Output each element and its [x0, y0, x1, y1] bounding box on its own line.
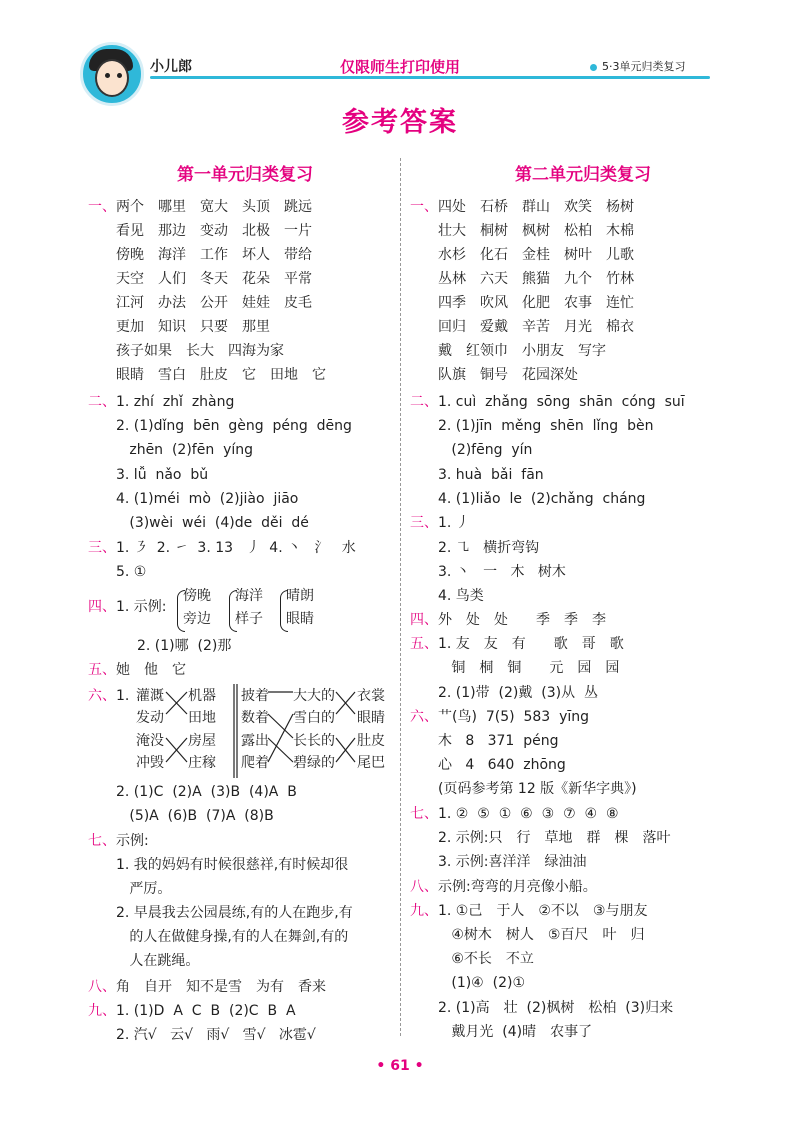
answer-line: 戴 红领巾 小朋友 写字: [438, 343, 606, 359]
answer-line: 3. 丶 一 木 树木: [438, 564, 566, 580]
column-divider: [400, 158, 401, 1036]
answer-line: 2. 示例:只 行 草地 群 棵 落叶: [438, 830, 671, 846]
answer-line: 角 自开 知不是雪 为有 香来: [116, 979, 326, 995]
match-word: 田地: [188, 710, 216, 726]
word: 海洋: [235, 588, 263, 604]
answer-line: 看见 那边 变动 北极 一片: [116, 223, 312, 239]
answer-line: 3. 示例:喜洋洋 绿油油: [438, 854, 587, 870]
answer-line: (3)wèi wéi (4)de děi dé: [116, 515, 309, 531]
left-column-title: 第一单元归类复习: [177, 165, 313, 185]
question-number: 二、: [88, 394, 116, 410]
header-rule: [150, 76, 710, 79]
word: 样子: [235, 611, 263, 627]
question-number: 八、: [410, 879, 438, 895]
answer-line: 两个 哪里 宽大 头顶 跳远: [116, 199, 312, 215]
match-word: 衣裳: [357, 688, 385, 704]
answer-line: 1. ①己 于人 ②不以 ③与朋友: [438, 903, 648, 919]
bullet-icon: [590, 64, 597, 71]
answer-line: 1. cuì zhǎng sōng shān cóng suī: [438, 394, 685, 410]
question-number: 六、: [88, 688, 116, 704]
answer-line: zhēn (2)fēn yíng: [116, 442, 254, 458]
question-number: 五、: [88, 662, 116, 678]
answer-line: 2. (1)高 壮 (2)枫树 松柏 (3)归来: [438, 1000, 674, 1016]
answer-line: 回归 爱戴 辛苦 月光 棉衣: [438, 319, 634, 335]
question-number: 七、: [410, 806, 438, 822]
answer-line: 的人在做健身操,有的人在舞剑,有的: [116, 929, 349, 945]
answer-line: 眼睛 雪白 肚皮 它 田地 它: [116, 367, 326, 383]
answer-line: 2. (1)dǐng bēn gèng péng dēng: [116, 418, 352, 434]
match-word: 淹没: [136, 733, 164, 749]
answer-line: 1. zhí zhǐ zhàng: [116, 394, 235, 410]
answer-line: 3. lǚ nǎo bǔ: [116, 467, 209, 483]
match-word: 冲毁: [136, 755, 164, 771]
answer-line: 示例:: [116, 833, 149, 849]
question-number: 二、: [410, 394, 438, 410]
match-word: 数着: [241, 710, 269, 726]
answer-line: 1.: [116, 688, 130, 704]
answer-line: 严厉。: [116, 881, 172, 897]
answer-line: 5. ①: [116, 564, 147, 580]
answer-line: (5)A (6)B (7)A (8)B: [116, 808, 274, 824]
answer-line: 铜 桐 铜 元 园 园: [438, 660, 620, 676]
answer-line: 2. (1)jīn měng shēn lǐng bèn: [438, 418, 654, 434]
question-number: 七、: [88, 833, 116, 849]
matching-lines: [135, 682, 390, 792]
answer-line: 4. 鸟类: [438, 588, 484, 604]
print-notice: 仅限师生打印使用: [340, 58, 461, 76]
answer-line: 心 4 640 zhōng: [438, 757, 566, 773]
answer-line: 2. (1)哪 (2)那: [137, 638, 232, 654]
word: 晴朗: [286, 588, 314, 604]
answer-line: 艹(鸟) 7(5) 583 yīng: [438, 709, 590, 725]
match-word: 长长的: [293, 733, 335, 749]
answer-line: 2. (1)C (2)A (3)B (4)A B: [116, 784, 297, 800]
match-word: 雪白的: [293, 710, 335, 726]
answer-line: 4. (1)liǎo le (2)chǎng cháng: [438, 491, 646, 507]
question-number: 九、: [410, 903, 438, 919]
answer-line: 1. ② ⑤ ① ⑥ ③ ⑦ ④ ⑧: [438, 806, 619, 822]
word: 旁边: [183, 611, 211, 627]
match-word: 大大的: [293, 688, 335, 704]
question-number: 八、: [88, 979, 116, 995]
answer-line: 水杉 化石 金桂 树叶 儿歌: [438, 247, 634, 263]
answer-line: 1. ㇋ 2. ㇀ 3. 13 丿 4. 丶 氵 水: [116, 540, 356, 556]
question-number: 六、: [410, 709, 438, 725]
match-word: 尾巴: [357, 755, 385, 771]
answer-line: 四处 石桥 群山 欢笑 杨树: [438, 199, 634, 215]
question-number: 四、: [88, 599, 116, 615]
match-word: 肚皮: [357, 733, 385, 749]
question-number: 三、: [88, 540, 116, 556]
answer-line: 人在跳绳。: [116, 953, 200, 969]
answer-line: 戴月光 (4)晴 农事了: [438, 1024, 593, 1040]
answer-line: 孩子如果 长大 四海为家: [116, 343, 284, 359]
match-word: 发动: [136, 710, 164, 726]
word: 眼睛: [286, 611, 314, 627]
question-number: 一、: [410, 199, 438, 215]
page-number: • 61 •: [376, 1058, 424, 1074]
match-word: 灌溉: [136, 688, 164, 704]
question-number: 四、: [410, 612, 438, 628]
answer-line: 四季 吹风 化肥 农事 连忙: [438, 295, 634, 311]
answer-line: 江河 办法 公开 娃娃 皮毛: [116, 295, 312, 311]
right-column-title: 第二单元归类复习: [515, 165, 651, 185]
unit-tag: [590, 58, 686, 74]
match-word: 房屋: [188, 733, 216, 749]
page-title: 参考答案: [342, 107, 458, 138]
answer-line: ④树木 树人 ⑤百尺 叶 归: [438, 927, 645, 943]
brand-name: 小儿郎: [150, 59, 192, 75]
answer-line: 2. 汽√ 云√ 雨√ 雪√ 冰雹√: [116, 1027, 316, 1043]
answer-line: 2. (1)带 (2)戴 (3)从 丛: [438, 685, 599, 701]
answer-line: 2. ㇈ 横折弯钩: [438, 540, 540, 556]
answer-line: (2)fēng yín: [438, 442, 533, 458]
match-word: 露出: [241, 733, 269, 749]
answer-line: 1. 友 友 有 歌 哥 歌: [438, 636, 624, 652]
word: 傍晚: [183, 588, 211, 604]
answer-line: 外 处 处 季 季 李: [438, 612, 606, 628]
answer-line: 天空 人们 冬天 花朵 平常: [116, 271, 312, 287]
answer-line: 1. 示例:: [116, 599, 167, 615]
answer-line: 傍晚 海洋 工作 坏人 带给: [116, 247, 312, 263]
answer-line: 队旗 铜号 花园深处: [438, 367, 578, 383]
question-number: 九、: [88, 1003, 116, 1019]
answer-line: 3. huà bǎi fān: [438, 467, 544, 483]
answer-line: 示例:弯弯的月亮像小船。: [438, 879, 597, 895]
match-word: 庄稼: [188, 755, 216, 771]
question-number: 三、: [410, 515, 438, 531]
answer-line: 1. 丿: [438, 515, 470, 531]
match-word: 爬着: [241, 755, 269, 771]
answer-line: 更加 知识 只要 那里: [116, 319, 270, 335]
answer-line: (1)④ (2)①: [438, 975, 526, 991]
question-number: 五、: [410, 636, 438, 652]
answer-line: ⑥不长 不立: [438, 951, 534, 967]
answer-line: 丛林 六天 熊猫 九个 竹林: [438, 271, 634, 287]
answer-line: 木 8 371 péng: [438, 733, 559, 749]
answer-line: 4. (1)méi mò (2)jiào jiāo: [116, 491, 299, 507]
unit-tag-label: 5·3单元归类复习: [602, 60, 686, 73]
answer-line: 她 他 它: [116, 662, 186, 678]
answer-line: 壮大 桐树 枫树 松柏 木棉: [438, 223, 634, 239]
question-number: 一、: [88, 199, 116, 215]
mascot-logo: [80, 42, 144, 106]
match-word: 眼睛: [357, 710, 385, 726]
answer-line: 1. 我的妈妈有时候很慈祥,有时候却很: [116, 857, 349, 873]
answer-line: (页码参考第 12 版《新华字典》): [438, 781, 637, 797]
match-word: 披着: [241, 688, 269, 704]
answer-line: 2. 早晨我去公园晨练,有的人在跑步,有: [116, 905, 353, 921]
match-word: 碧绿的: [293, 755, 335, 771]
match-word: 机器: [188, 688, 216, 704]
answer-line: 1. (1)D A C B (2)C B A: [116, 1003, 296, 1019]
